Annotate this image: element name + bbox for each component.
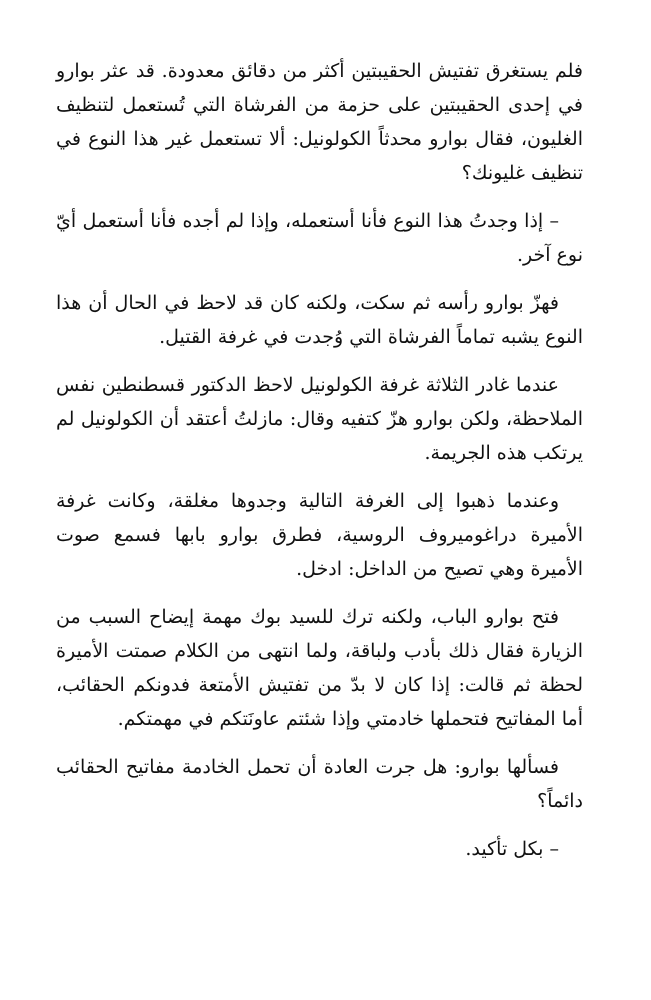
paragraph-poirot-notices: فهزّ بوارو رأسه ثم سكت، ولكنه كان قد لاحظ في الحال أن هذا النوع يشبه تماماً الفرشاة التي وُجدت في غرفة القتيل. [56,292,583,348]
paragraph-colonel-reply: – إذا وجدتُ هذا النوع فأنا أستعمله، وإذا لم أجده فأنا أستعمل أيّ نوع آخر. [56,210,583,266]
paragraph-reply-certainly: – بكل تأكيد. [465,838,559,860]
paragraph-doctor-remark: عندما غادر الثلاثة غرفة الكولونيل لاحظ الدكتور قسطنطين نفس الملاحظة، ولكن بوارو هزّ كتفيه وقال: مازلتُ أعتقد أن الكولونيل لم يرتكب هذه الجريمة. [56,374,583,464]
paragraph-search-luggage: فلم يستغرق تفتيش الحقيبتين أكثر من دقائق معدودة. قد عثر بوارو في إحدى الحقيبتين على حزمة من الفرشاة التي تُستعمل لتنظيف الغليون، فقال بوارو محدثاً الكولونيل: ألا تستعمل غير هذا النوع في تنظيف غليونك؟ [56,60,583,184]
page-body [56,54,583,880]
paragraph-princess-speaks: فتح بوارو الباب، ولكنه ترك للسيد بوك مهمة إيضاح السبب من الزيارة فقال ذلك بأدب ولباقة، ولما انتهى من الكلام صمتت الأميرة لحظة ثم قالت: إذا كان لا بدّ من تفتيش الأمتعة فدونكم الحقائب، أما المفاتيح فتحملها خادمتي وإذا شئتم عاونَتكم في مهمتكم. [56,606,583,730]
paragraph-poirot-asks: فسألها بوارو: هل جرت العادة أن تحمل الخادمة مفاتيح الحقائب دائماً؟ [56,756,583,812]
paragraph-princess-room: وعندما ذهبوا إلى الغرفة التالية وجدوها مغلقة، وكانت غرفة الأميرة دراغوميروف الروسية، فطرق بوارو بابها فسمع صوت الأميرة وهي تصيح من الداخل: ادخل. [56,490,583,580]
